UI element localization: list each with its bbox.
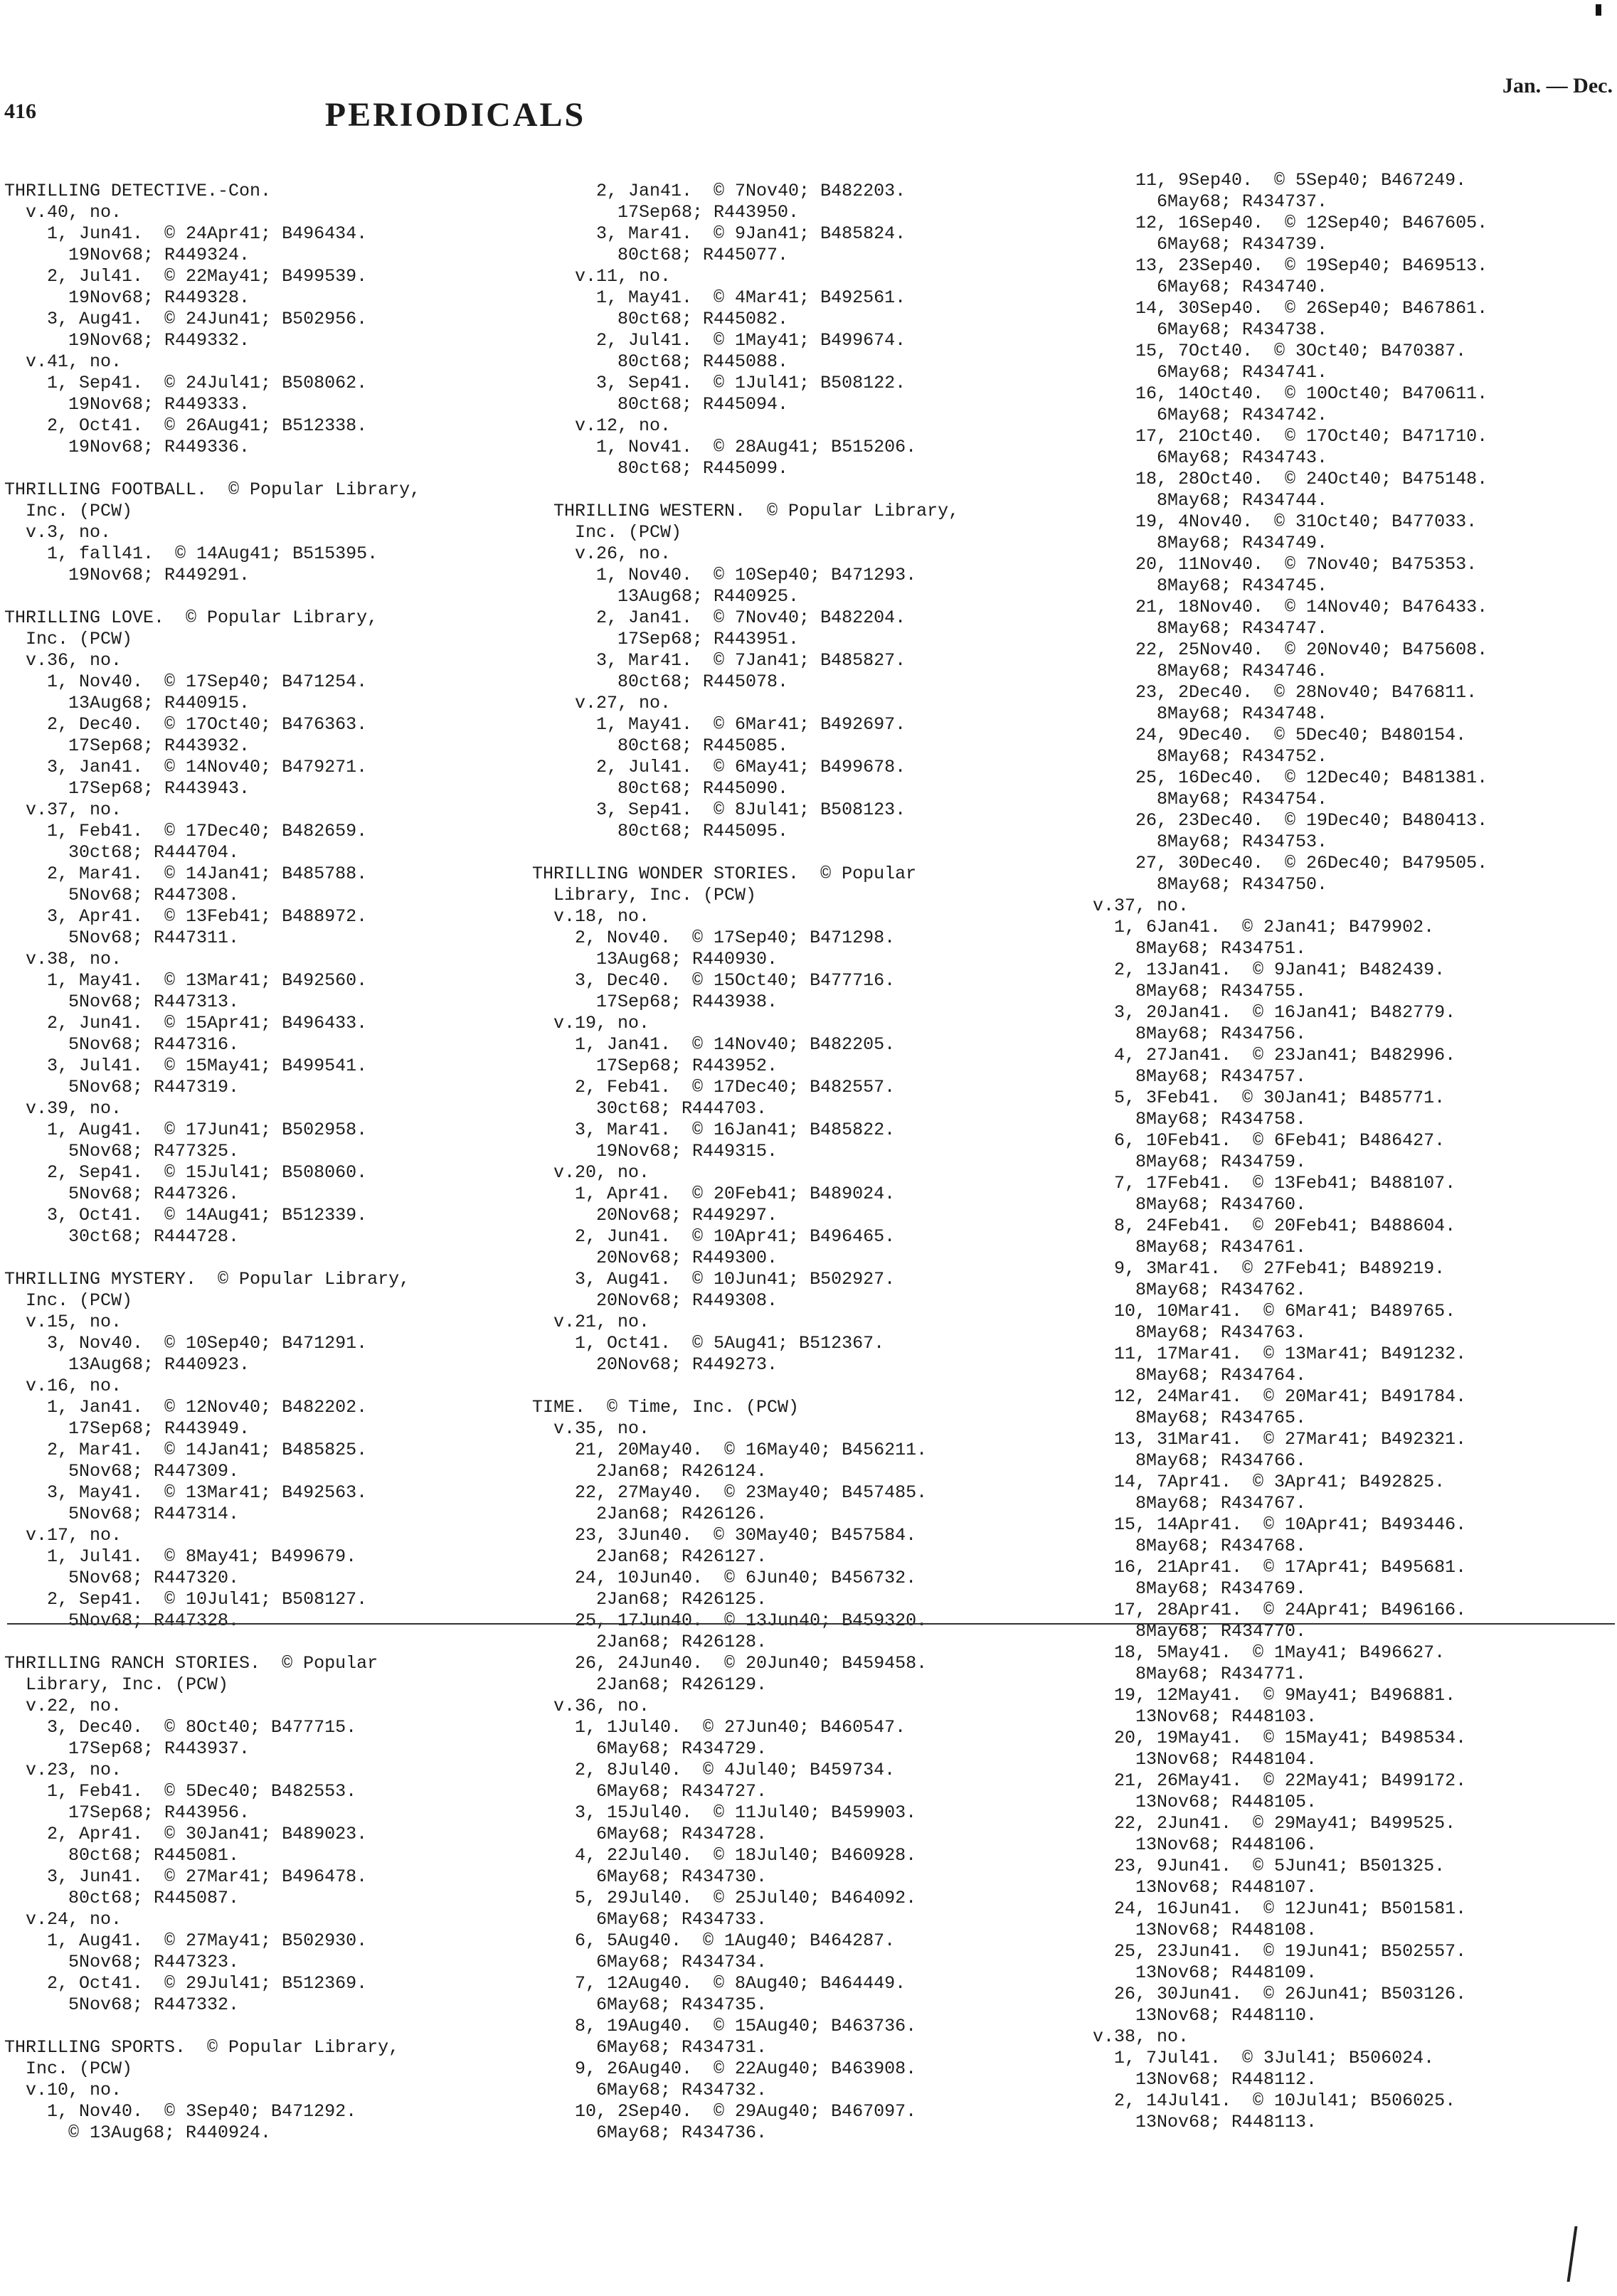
entry-line: 13Nov68; R448106. [1093, 1834, 1318, 1855]
entry-line: 3, Sep41. © 1Jul41; B508122. [532, 373, 906, 393]
entry-line: 15, 14Apr41. © 10Apr41; B493446. [1093, 1514, 1467, 1535]
entry-line: v.36, no. [4, 650, 122, 671]
entry-line: 13Aug68; R440930. [532, 949, 778, 969]
entry-line: 17Sep68; R443938. [532, 992, 778, 1012]
entry-line: 3, Jul41. © 15May41; B499541. [4, 1056, 368, 1076]
entry-gap [532, 842, 959, 863]
entry-line: 2, Jul41. © 6May41; B499678. [532, 757, 906, 777]
entry-line: 3, Mar41. © 9Jan41; B485824. [532, 223, 906, 244]
entry-line: 8May68; R434759. [1093, 1152, 1307, 1172]
horizontal-rule [7, 1623, 1615, 1625]
entry-line: 6May68; R434743. [1093, 447, 1328, 468]
corner-mark [1596, 4, 1601, 16]
entry-line: 17Sep68; R443943. [4, 778, 250, 799]
entry-line: 2, Jul41. © 1May41; B499674. [532, 330, 906, 351]
column-left [4, 181, 420, 2144]
entry-line: 13Nov68; R448104. [1093, 1749, 1318, 1770]
entry-line: 1, Nov40. © 10Sep40; B471293. [532, 565, 917, 585]
entry-line: 3, 20Jan41. © 16Jan41; B482779. [1093, 1002, 1456, 1023]
entry-line: 6May68; R434732. [532, 2080, 768, 2100]
entry-line: 2, Sep41. © 10Jul41; B508127. [4, 1589, 368, 1610]
entry-line: 80ct68; R445085. [532, 735, 789, 756]
entry-line: 8May68; R434754. [1093, 789, 1328, 809]
entry-line: 8May68; R434765. [1093, 1408, 1307, 1428]
entry-line: THRILLING SPORTS. © Popular Library, [4, 2037, 400, 2058]
entry-line: 80ct68; R445095. [532, 821, 789, 841]
entry-gap [532, 1376, 959, 1397]
entry-line: v.19, no. [532, 1013, 650, 1033]
entry-line: 2, Sep41. © 15Jul41; B508060. [4, 1162, 368, 1183]
entry-line: 8May68; R434748. [1093, 703, 1328, 724]
entry-line: 80ct68; R445082. [532, 309, 789, 329]
entry-line: 5Nov68; R447314. [4, 1504, 240, 1524]
entry-line: 2Jan68; R426129. [532, 1674, 768, 1695]
entry-line: 5Nov68; R447326. [4, 1184, 240, 1204]
entry-line: 20Nov68; R449308. [532, 1290, 778, 1311]
entry-line: 2, Dec40. © 17Oct40; B476363. [4, 714, 368, 735]
entry-line: 3, Mar41. © 16Jan41; B485822. [532, 1120, 896, 1140]
entry-line: 6, 10Feb41. © 6Feb41; B486427. [1093, 1130, 1446, 1151]
entry-line: 2, Mar41. © 14Jan41; B485788. [4, 863, 368, 884]
entry-line: 6May68; R434731. [532, 2037, 768, 2058]
entry-line: 5Nov68; R447332. [4, 1994, 240, 2015]
entry-line: 1, May41. © 13Mar41; B492560. [4, 970, 368, 991]
entry-line: 13, 31Mar41. © 27Mar41; B492321. [1093, 1429, 1467, 1450]
entry-line: v.36, no. [532, 1696, 650, 1716]
column-middle [532, 181, 959, 2144]
entry-line: 1, Sep41. © 24Jul41; B508062. [4, 373, 368, 393]
entry-line: 1, Nov40. © 17Sep40; B471254. [4, 671, 368, 692]
entry-line: THRILLING RANCH STORIES. © Popular [4, 1653, 378, 1674]
entry-line: 3, Dec40. © 15Oct40; B477716. [532, 970, 896, 991]
entry-line: 5Nov68; R447323. [4, 1952, 240, 1972]
entry-line: 17, 21Oct40. © 17Oct40; B471710. [1093, 426, 1488, 447]
entry-line: 15, 7Oct40. © 3Oct40; B470387. [1093, 341, 1467, 361]
entry-line: 6May68; R434742. [1093, 405, 1328, 425]
entry-line: 80ct68; R445094. [532, 394, 789, 415]
entry-line: 2, Oct41. © 26Aug41; B512338. [4, 415, 368, 436]
entry-line: 8, 19Aug40. © 15Aug40; B463736. [532, 2016, 917, 2036]
entry-line: 8May68; R434755. [1093, 981, 1307, 1001]
entry-line: v.10, no. [4, 2080, 122, 2100]
entry-line: 3, Jun41. © 27Mar41; B496478. [4, 1866, 368, 1887]
entry-line: 21, 20May40. © 16May40; B456211. [532, 1440, 928, 1460]
entry-line: 1, Oct41. © 5Aug41; B512367. [532, 1333, 885, 1354]
entry-line: 13Nov68; R448109. [1093, 1962, 1318, 1983]
entry-line: 30ct68; R444703. [532, 1098, 768, 1119]
entry-line: 6May68; R434738. [1093, 319, 1328, 340]
entry-line: THRILLING MYSTERY. © Popular Library, [4, 1269, 410, 1290]
entry-line: 19Nov68; R449324. [4, 245, 250, 265]
entry-line: 2, Jun41. © 10Apr41; B496465. [532, 1226, 896, 1247]
entry-line: 7, 17Feb41. © 13Feb41; B488107. [1093, 1173, 1456, 1194]
entry-line: 1, Apr41. © 20Feb41; B489024. [532, 1184, 896, 1204]
entry-line: 14, 30Sep40. © 26Sep40; B467861. [1093, 298, 1488, 319]
entry-line: Inc. (PCW) [4, 2058, 133, 2079]
entry-line: 5Nov68; R477325. [4, 1141, 240, 1162]
entry-line: 8May68; R434760. [1093, 1194, 1307, 1215]
entry-line: 18, 5May41. © 1May41; B496627. [1093, 1642, 1446, 1663]
entry-line: 20, 11Nov40. © 7Nov40; B475353. [1093, 554, 1478, 575]
entry-line: 6May68; R434734. [532, 1952, 768, 1972]
entry-line: 22, 2Jun41. © 29May41; B499525. [1093, 1813, 1456, 1834]
entry-line: THRILLING WESTERN. © Popular Library, [532, 501, 960, 521]
entry-line: 5Nov68; R447313. [4, 992, 240, 1012]
entry-line: 25, 23Jun41. © 19Jun41; B502557. [1093, 1941, 1467, 1962]
entry-line: 8May68; R434761. [1093, 1237, 1307, 1258]
entry-line: THRILLING DETECTIVE.-Con. [4, 181, 272, 201]
entry-line: 8May68; R434767. [1093, 1493, 1307, 1514]
entry-line: 13Nov68; R448105. [1093, 1792, 1318, 1812]
entry-line: 8, 24Feb41. © 20Feb41; B488604. [1093, 1216, 1456, 1236]
entry-line: 7, 12Aug40. © 8Aug40; B464449. [532, 1973, 906, 1994]
entry-line: v.41, no. [4, 351, 122, 372]
entry-line: THRILLING FOOTBALL. © Popular Library, [4, 479, 421, 500]
entry-line: 13Aug68; R440925. [532, 586, 800, 607]
entry-line: v.38, no. [1093, 2026, 1189, 2047]
entry-line: 2Jan68; R426128. [532, 1632, 768, 1652]
entry-line: 6May68; R434741. [1093, 362, 1328, 383]
entry-line: v.37, no. [1093, 895, 1189, 916]
entry-gap [4, 586, 420, 607]
entry-line: 1, 6Jan41. © 2Jan41; B479902. [1093, 917, 1435, 937]
entry-line: 10, 2Sep40. © 29Aug40; B467097. [532, 2101, 917, 2122]
entry-line: 1, Nov41. © 28Aug41; B515206. [532, 437, 917, 457]
entry-line: 80ct68; R445077. [532, 245, 789, 265]
entry-line: 11, 17Mar41. © 13Mar41; B491232. [1093, 1344, 1467, 1364]
entry-line: 19Nov68; R449291. [4, 565, 250, 585]
entry-line: 1, fall41. © 14Aug41; B515395. [4, 543, 378, 564]
entry-line: 8May68; R434756. [1093, 1024, 1307, 1044]
entry-line: 26, 30Jun41. © 26Jun41; B503126. [1093, 1984, 1467, 2004]
entry-line: 3, 15Jul40. © 11Jul40; B459903. [532, 1802, 917, 1823]
entry-line: THRILLING WONDER STORIES. © Popular [532, 863, 917, 884]
entry-line: 20, 19May41. © 15May41; B498534. [1093, 1728, 1467, 1748]
entry-line: v.23, no. [4, 1760, 122, 1780]
entry-line: 1, May41. © 4Mar41; B492561. [532, 287, 906, 308]
entry-line: v.21, no. [532, 1312, 650, 1332]
entry-line: 13Aug68; R440915. [4, 693, 250, 713]
entry-line: 13Nov68; R448113. [1093, 2112, 1318, 2132]
entry-line: v.18, no. [532, 906, 650, 927]
entry-line: 6May68; R434739. [1093, 234, 1328, 255]
entry-line: 1, Feb41. © 5Dec40; B482553. [4, 1781, 357, 1802]
entry-line: 8May68; R434762. [1093, 1280, 1307, 1300]
entry-gap [4, 1632, 420, 1653]
entry-line: 2, Jan41. © 7Nov40; B482204. [532, 607, 906, 628]
entry-line: v.39, no. [4, 1098, 122, 1119]
page-number: 416 [4, 100, 36, 123]
entry-line: 13, 23Sep40. © 19Sep40; B469513. [1093, 255, 1488, 276]
entry-line: 1, Jun41. © 24Apr41; B496434. [4, 223, 368, 244]
entry-line: 2, 14Jul41. © 10Jul41; B506025. [1093, 2090, 1456, 2111]
entry-line: 5Nov68; R447309. [4, 1461, 240, 1482]
entry-line: 10, 10Mar41. © 6Mar41; B489765. [1093, 1301, 1456, 1322]
entry-line: 1, Feb41. © 17Dec40; B482659. [4, 821, 368, 841]
entry-line: 4, 27Jan41. © 23Jan41; B482996. [1093, 1045, 1456, 1065]
entry-line: 2, Jan41. © 7Nov40; B482203. [532, 181, 906, 201]
entry-line: v.38, no. [4, 949, 122, 969]
entry-line: 12, 16Sep40. © 12Sep40; B467605. [1093, 213, 1488, 233]
entry-line: 6May68; R434737. [1093, 191, 1328, 212]
entry-line: v.15, no. [4, 1312, 122, 1332]
entry-line: 2, Feb41. © 17Dec40; B482557. [532, 1077, 896, 1097]
entry-line: 14, 7Apr41. © 3Apr41; B492825. [1093, 1472, 1446, 1492]
entry-line: 8May68; R434758. [1093, 1109, 1307, 1130]
entry-line: 6May68; R434728. [532, 1824, 768, 1844]
entry-line: 16, 14Oct40. © 10Oct40; B470611. [1093, 383, 1488, 404]
entry-line: 80ct68; R445090. [532, 778, 789, 799]
entry-line: 8May68; R434764. [1093, 1365, 1307, 1386]
entry-line: 3, May41. © 13Mar41; B492563. [4, 1482, 368, 1503]
entry-line: v.12, no. [532, 415, 672, 436]
entry-line: 2, Jun41. © 15Apr41; B496433. [4, 1013, 368, 1033]
entry-line: 12, 24Mar41. © 20Mar41; B491784. [1093, 1386, 1467, 1407]
entry-line: 13Nov68; R448110. [1093, 2005, 1318, 2026]
entry-line: v.22, no. [4, 1696, 122, 1716]
entry-line: 3, Jan41. © 14Nov40; B479271. [4, 757, 368, 777]
entry-line: 21, 18Nov40. © 14Nov40; B476433. [1093, 597, 1488, 617]
entry-line: 5, 29Jul40. © 25Jul40; B464092. [532, 1888, 917, 1908]
entry-line: 23, 2Dec40. © 28Nov40; B476811. [1093, 682, 1478, 703]
entry-line: 20Nov68; R449300. [532, 1248, 778, 1268]
entry-line: 1, May41. © 6Mar41; B492697. [532, 714, 906, 735]
entry-line: 6May68; R434736. [532, 2122, 768, 2143]
entry-line: 27, 30Dec40. © 26Dec40; B479505. [1093, 853, 1488, 873]
entry-line: 8May68; R434752. [1093, 746, 1328, 767]
entry-line: 2, 13Jan41. © 9Jan41; B482439. [1093, 960, 1446, 980]
entry-gap [4, 2016, 420, 2037]
entry-line: 21, 26May41. © 22May41; B499172. [1093, 1770, 1467, 1791]
entry-line: 8May68; R434763. [1093, 1322, 1307, 1343]
entry-line: 8May68; R434768. [1093, 1536, 1307, 1556]
entry-line: 5Nov68; R447319. [4, 1077, 240, 1097]
entry-line: 26, 24Jun40. © 20Jun40; B459458. [532, 1653, 928, 1674]
entry-line: 3, Oct41. © 14Aug41; B512339. [4, 1205, 368, 1226]
entry-line: 80ct68; R445087. [4, 1888, 240, 1908]
page-title: PERIODICALS [324, 96, 586, 134]
entry-line: 13Nov68; R448108. [1093, 1920, 1318, 1940]
entry-line: 3, Aug41. © 24Jun41; B502956. [4, 309, 368, 329]
entry-line: 3, Dec40. © 8Oct40; B477715. [4, 1717, 357, 1738]
entry-line: 6May68; R434733. [532, 1909, 768, 1930]
entry-line: 1, Aug41. © 27May41; B502930. [4, 1930, 368, 1951]
entry-line: 8May68; R434746. [1093, 661, 1328, 681]
entry-line: 13Nov68; R448103. [1093, 1706, 1318, 1727]
entry-line: 4, 22Jul40. © 18Jul40; B460928. [532, 1845, 917, 1866]
entry-gap [4, 1248, 420, 1269]
entry-line: 2Jan68; R426126. [532, 1504, 768, 1524]
entry-line: 8May68; R434751. [1093, 938, 1307, 959]
entry-line: 3, Aug41. © 10Jun41; B502927. [532, 1269, 896, 1290]
entry-line: 80ct68; R445078. [532, 671, 789, 692]
entry-line: 2Jan68; R426125. [532, 1589, 768, 1610]
entry-line: 17, 28Apr41. © 24Apr41; B496166. [1093, 1600, 1467, 1620]
entry-line: 3, Nov40. © 10Sep40; B471291. [4, 1333, 368, 1354]
entry-line: 24, 16Jun41. © 12Jun41; B501581. [1093, 1898, 1467, 1919]
entry-line: 22, 25Nov40. © 20Nov40; B475608. [1093, 639, 1488, 660]
entry-line: 13Aug68; R440923. [4, 1354, 250, 1375]
entry-line: 8May68; R434753. [1093, 831, 1328, 852]
entry-line: 1, Aug41. © 17Jun41; B502958. [4, 1120, 368, 1140]
entry-line: 6May68; R434735. [532, 1994, 768, 2015]
entry-line: 80ct68; R445099. [532, 458, 789, 479]
entry-line: Inc. (PCW) [4, 501, 133, 521]
entry-line: 8May68; R434749. [1093, 533, 1328, 553]
entry-line: 19, 4Nov40. © 31Oct40; B477033. [1093, 511, 1478, 532]
entry-line: 80ct68; R445081. [4, 1845, 240, 1866]
entry-line: 16, 21Apr41. © 17Apr41; B495681. [1093, 1557, 1467, 1578]
entry-line: v.24, no. [4, 1909, 122, 1930]
entry-line: 80ct68; R445088. [532, 351, 789, 372]
margin-mark [1567, 2226, 1594, 2282]
entry-line: 1, 1Jul40. © 27Jun40; B460547. [532, 1717, 906, 1738]
entry-line: 17Sep68; R443932. [4, 735, 250, 756]
entry-line: 24, 10Jun40. © 6Jun40; B456732. [532, 1568, 917, 1588]
entry-line: 19Nov68; R449315. [532, 1141, 778, 1162]
date-range: Jan. — Dec. [1502, 74, 1613, 97]
entry-line: 19Nov68; R449336. [4, 437, 250, 457]
entry-line: 8May68; R434744. [1093, 490, 1328, 511]
entry-line: 5Nov68; R447311. [4, 928, 240, 948]
entry-line: 17Sep68; R443956. [4, 1802, 250, 1823]
entry-line: 3, Mar41. © 7Jan41; B485827. [532, 650, 906, 671]
entry-line: 6May68; R434740. [1093, 277, 1328, 297]
entry-line: Library, Inc. (PCW) [4, 1674, 229, 1695]
entry-line: 6, 5Aug40. © 1Aug40; B464287. [532, 1930, 896, 1951]
entry-line: v.11, no. [532, 266, 672, 287]
entry-line: v.27, no. [532, 693, 672, 713]
entry-line: 17Sep68; R443951. [532, 629, 800, 649]
entry-line: 8May68; R434770. [1093, 1621, 1307, 1642]
entry-line: 8May68; R434750. [1093, 874, 1328, 895]
entry-line: v.16, no. [4, 1376, 122, 1396]
entry-line: 8May68; R434747. [1093, 618, 1328, 639]
entry-line: 2, Mar41. © 14Jan41; B485825. [4, 1440, 368, 1460]
column-right [1093, 170, 1488, 2133]
entry-line: 11, 9Sep40. © 5Sep40; B467249. [1093, 170, 1467, 191]
entry-line: 13Nov68; R448112. [1093, 2069, 1318, 2090]
entry-line: 2, Apr41. © 30Jan41; B489023. [4, 1824, 368, 1844]
entry-line: 6May68; R434730. [532, 1866, 768, 1887]
entry-line: 9, 3Mar41. © 27Feb41; B489219. [1093, 1258, 1446, 1279]
entry-line: 2, 8Jul40. © 4Jul40; B459734. [532, 1760, 896, 1780]
entry-line: THRILLING LOVE. © Popular Library, [4, 607, 378, 628]
entry-line: 17Sep68; R443937. [4, 1738, 250, 1759]
entry-line: 17Sep68; R443952. [532, 1056, 778, 1076]
entry-line: 8May68; R434771. [1093, 1664, 1307, 1684]
entry-gap [532, 479, 959, 501]
entry-line: 6May68; R434727. [532, 1781, 768, 1802]
entry-gap [4, 458, 420, 479]
entry-line: 23, 9Jun41. © 5Jun41; B501325. [1093, 1856, 1446, 1876]
entry-line: 1, 7Jul41. © 3Jul41; B506024. [1093, 2048, 1435, 2068]
entry-line: 1, Nov40. © 3Sep40; B471292. [4, 2101, 357, 2122]
entry-line: 25, 17Jun40. © 13Jun40; B459320. [532, 1610, 928, 1631]
entry-line: 17Sep68; R443949. [4, 1418, 250, 1439]
entry-line: 13Nov68; R448107. [1093, 1877, 1318, 1898]
entry-line: Inc. (PCW) [4, 1290, 133, 1311]
entry-line: v.17, no. [4, 1525, 122, 1546]
entry-line: 5Nov68; R447328. [4, 1610, 240, 1631]
entry-line: v.3, no. [4, 522, 112, 543]
entry-line: 8May68; R434769. [1093, 1578, 1307, 1599]
entry-line: 24, 9Dec40. © 5Dec40; B480154. [1093, 725, 1467, 745]
entry-line: v.35, no. [532, 1418, 650, 1439]
entry-line: 30ct68; R444728. [4, 1226, 240, 1247]
entry-line: v.37, no. [4, 799, 122, 820]
entry-line: 26, 23Dec40. © 19Dec40; B480413. [1093, 810, 1488, 831]
entry-line: v.20, no. [532, 1162, 650, 1183]
entry-line: 8May68; R434766. [1093, 1450, 1307, 1471]
entry-line: 2, Oct41. © 29Jul41; B512369. [4, 1973, 368, 1994]
entry-line: 19Nov68; R449333. [4, 394, 250, 415]
entry-line: TIME. © Time, Inc. (PCW) [532, 1397, 800, 1418]
entry-line: Inc. (PCW) [4, 629, 133, 649]
entry-line: 2, Jul41. © 22May41; B499539. [4, 266, 368, 287]
entry-line: © 13Aug68; R440924. [4, 2122, 272, 2143]
entry-line: 3, Apr41. © 13Feb41; B488972. [4, 906, 368, 927]
entry-line: 20Nov68; R449273. [532, 1354, 778, 1375]
entry-line: v.40, no. [4, 202, 122, 223]
entry-line: 1, Jan41. © 14Nov40; B482205. [532, 1034, 896, 1055]
entry-line: 5Nov68; R447308. [4, 885, 240, 905]
entry-line: 5, 3Feb41. © 30Jan41; B485771. [1093, 1088, 1446, 1108]
entry-line: 18, 28Oct40. © 24Oct40; B475148. [1093, 469, 1488, 489]
entry-line: 6May68; R434729. [532, 1738, 768, 1759]
entry-line: Library, Inc. (PCW) [532, 885, 757, 905]
entry-line: 2, Nov40. © 17Sep40; B471298. [532, 928, 896, 948]
entry-line: v.26, no. [532, 543, 672, 564]
entry-line: 19Nov68; R449328. [4, 287, 250, 308]
entry-line: 8May68; R434757. [1093, 1066, 1307, 1087]
entry-line: 5Nov68; R447316. [4, 1034, 240, 1055]
entry-line: 20Nov68; R449297. [532, 1205, 778, 1226]
entry-line: 25, 16Dec40. © 12Dec40; B481381. [1093, 767, 1488, 788]
entry-line: 19, 12May41. © 9May41; B496881. [1093, 1685, 1456, 1706]
entry-line: 30ct68; R444704. [4, 842, 240, 863]
entry-line: 2Jan68; R426127. [532, 1546, 768, 1567]
entry-line: 19Nov68; R449332. [4, 330, 250, 351]
entry-line: 2Jan68; R426124. [532, 1461, 768, 1482]
entry-line: 1, Jul41. © 8May41; B499679. [4, 1546, 357, 1567]
entry-line: 23, 3Jun40. © 30May40; B457584. [532, 1525, 917, 1546]
entry-line: 8May68; R434745. [1093, 575, 1328, 596]
entry-line: 17Sep68; R443950. [532, 202, 800, 223]
entry-line: Inc. (PCW) [532, 522, 682, 543]
entry-line: 22, 27May40. © 23May40; B457485. [532, 1482, 928, 1503]
entry-line: 5Nov68; R447320. [4, 1568, 240, 1588]
entry-line: 1, Jan41. © 12Nov40; B482202. [4, 1397, 368, 1418]
entry-line: 9, 26Aug40. © 22Aug40; B463908. [532, 2058, 917, 2079]
entry-line: 3, Sep41. © 8Jul41; B508123. [532, 799, 906, 820]
